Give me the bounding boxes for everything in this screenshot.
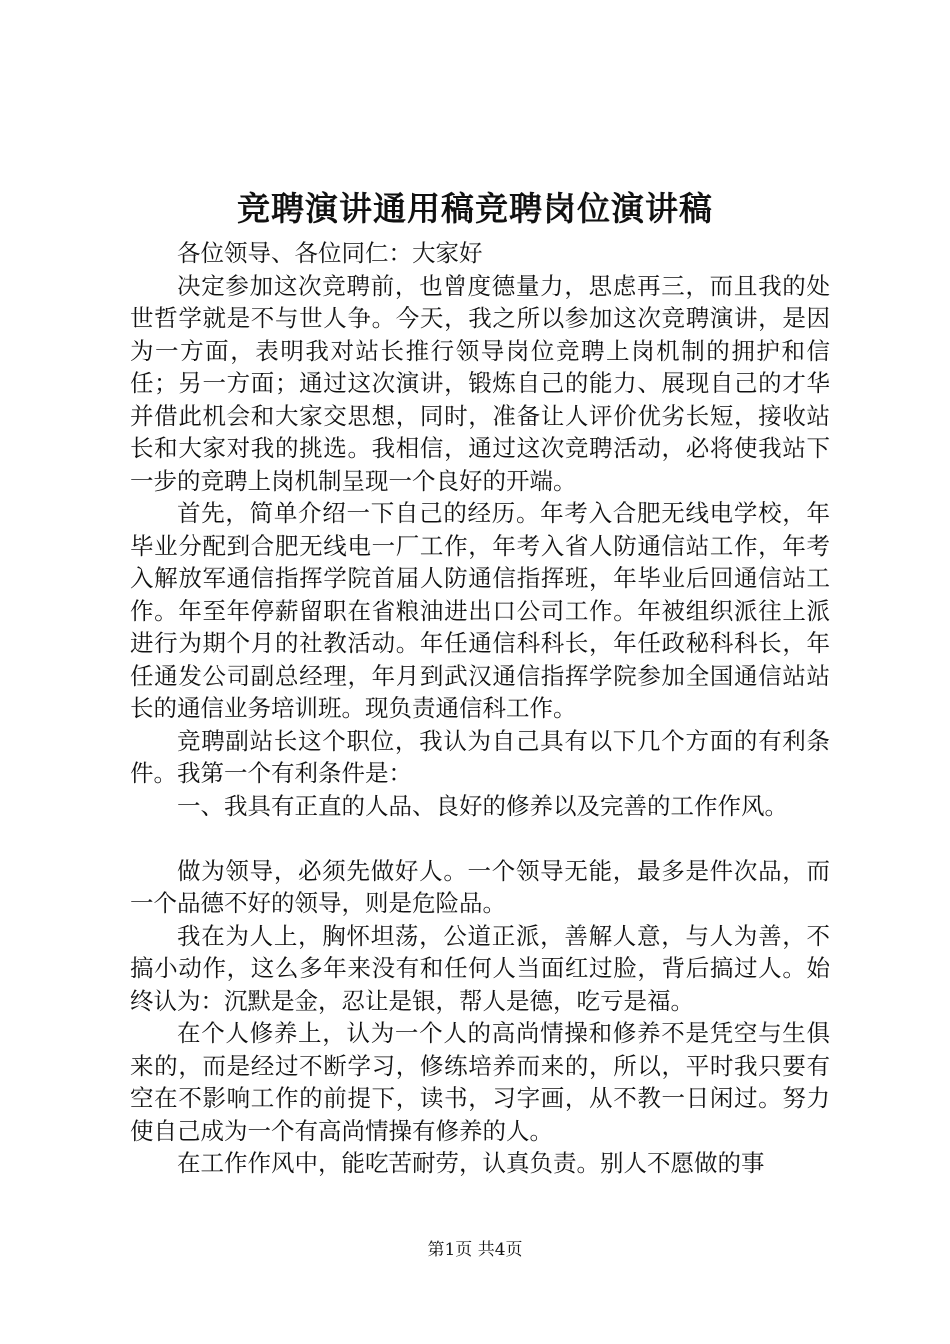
paragraph-advantages-intro: 竞聘副站长这个职位，我认为自己具有以下几个方面的有利条件。我第一个有利条件是： — [130, 726, 830, 787]
paragraph-leadership: 做为领导，必须先做好人。一个领导无能，最多是件次品，而一个品德不好的领导，则是危险品。 — [130, 856, 830, 917]
paragraph-self-cultivation: 在个人修养上，认为一个人的高尚情操和修养不是凭空与生俱来的，而是经过不断学习，修练培养而来的，所以，平时我只要有空在不影响工作的前提下，读书，习字画，从不教一日闲过。努力使自己成为一个有高尚情操有修养的人。 — [130, 1019, 830, 1145]
document-body — [130, 237, 830, 1180]
paragraph-motivation: 决定参加这次竞聘前，也曾度德量力，思虑再三，而且我的处世哲学就是不与世人争。今天，我之所以参加这次竞聘演讲，是因为一方面，表明我对站长推行领导岗位竞聘上岗机制的拥护和信任；另一方面；通过这次演讲，锻炼自己的能力、展现自己的才华并借此机会和大家交思想，同时，准备让人评价优劣长短，接收站长和大家对我的挑选。我相信，通过这次竞聘活动，必将使我站下一步的竞聘上岗机制呈现一个良好的开端。 — [130, 271, 830, 495]
paragraph-experience: 首先，简单介绍一下自己的经历。年考入合肥无线电学校，年毕业分配到合肥无线电一厂工作，年考入省人防通信站工作，年考入解放军通信指挥学院首届人防通信指挥班，年毕业后回通信站工作。年至年停薪留职在省粮油进出口公司工作。年被组织派往上派进行为期个月的社教活动。年任通信科科长，年任政秘科科长，年任通发公司副总经理，年月到武汉通信指挥学院参加全国通信站站长的通信业务培训班。现负责通信科工作。 — [130, 499, 830, 722]
paragraph-point-one: 一、我具有正直的人品、良好的修养以及完善的工作作风。 — [177, 791, 788, 820]
page-number-footer: 第1页 共4页 — [427, 1240, 523, 1260]
paragraph-work-style: 在工作作风中，能吃苦耐劳，认真负责。别人不愿做的事 — [177, 1149, 765, 1177]
paragraph-greeting: 各位领导、各位同仁：大家好 — [177, 239, 483, 267]
paragraph-personality: 我在为人上，胸怀坦荡，公道正派，善解人意，与人为善，不搞小动作，这么多年来没有和任何人当面红过脸，背后搞过人。始终认为：沉默是金，忍让是银，帮人是德，吃亏是福。 — [130, 921, 830, 1015]
document-title: 竞聘演讲通用稿竞聘岗位演讲稿 — [237, 189, 713, 228]
